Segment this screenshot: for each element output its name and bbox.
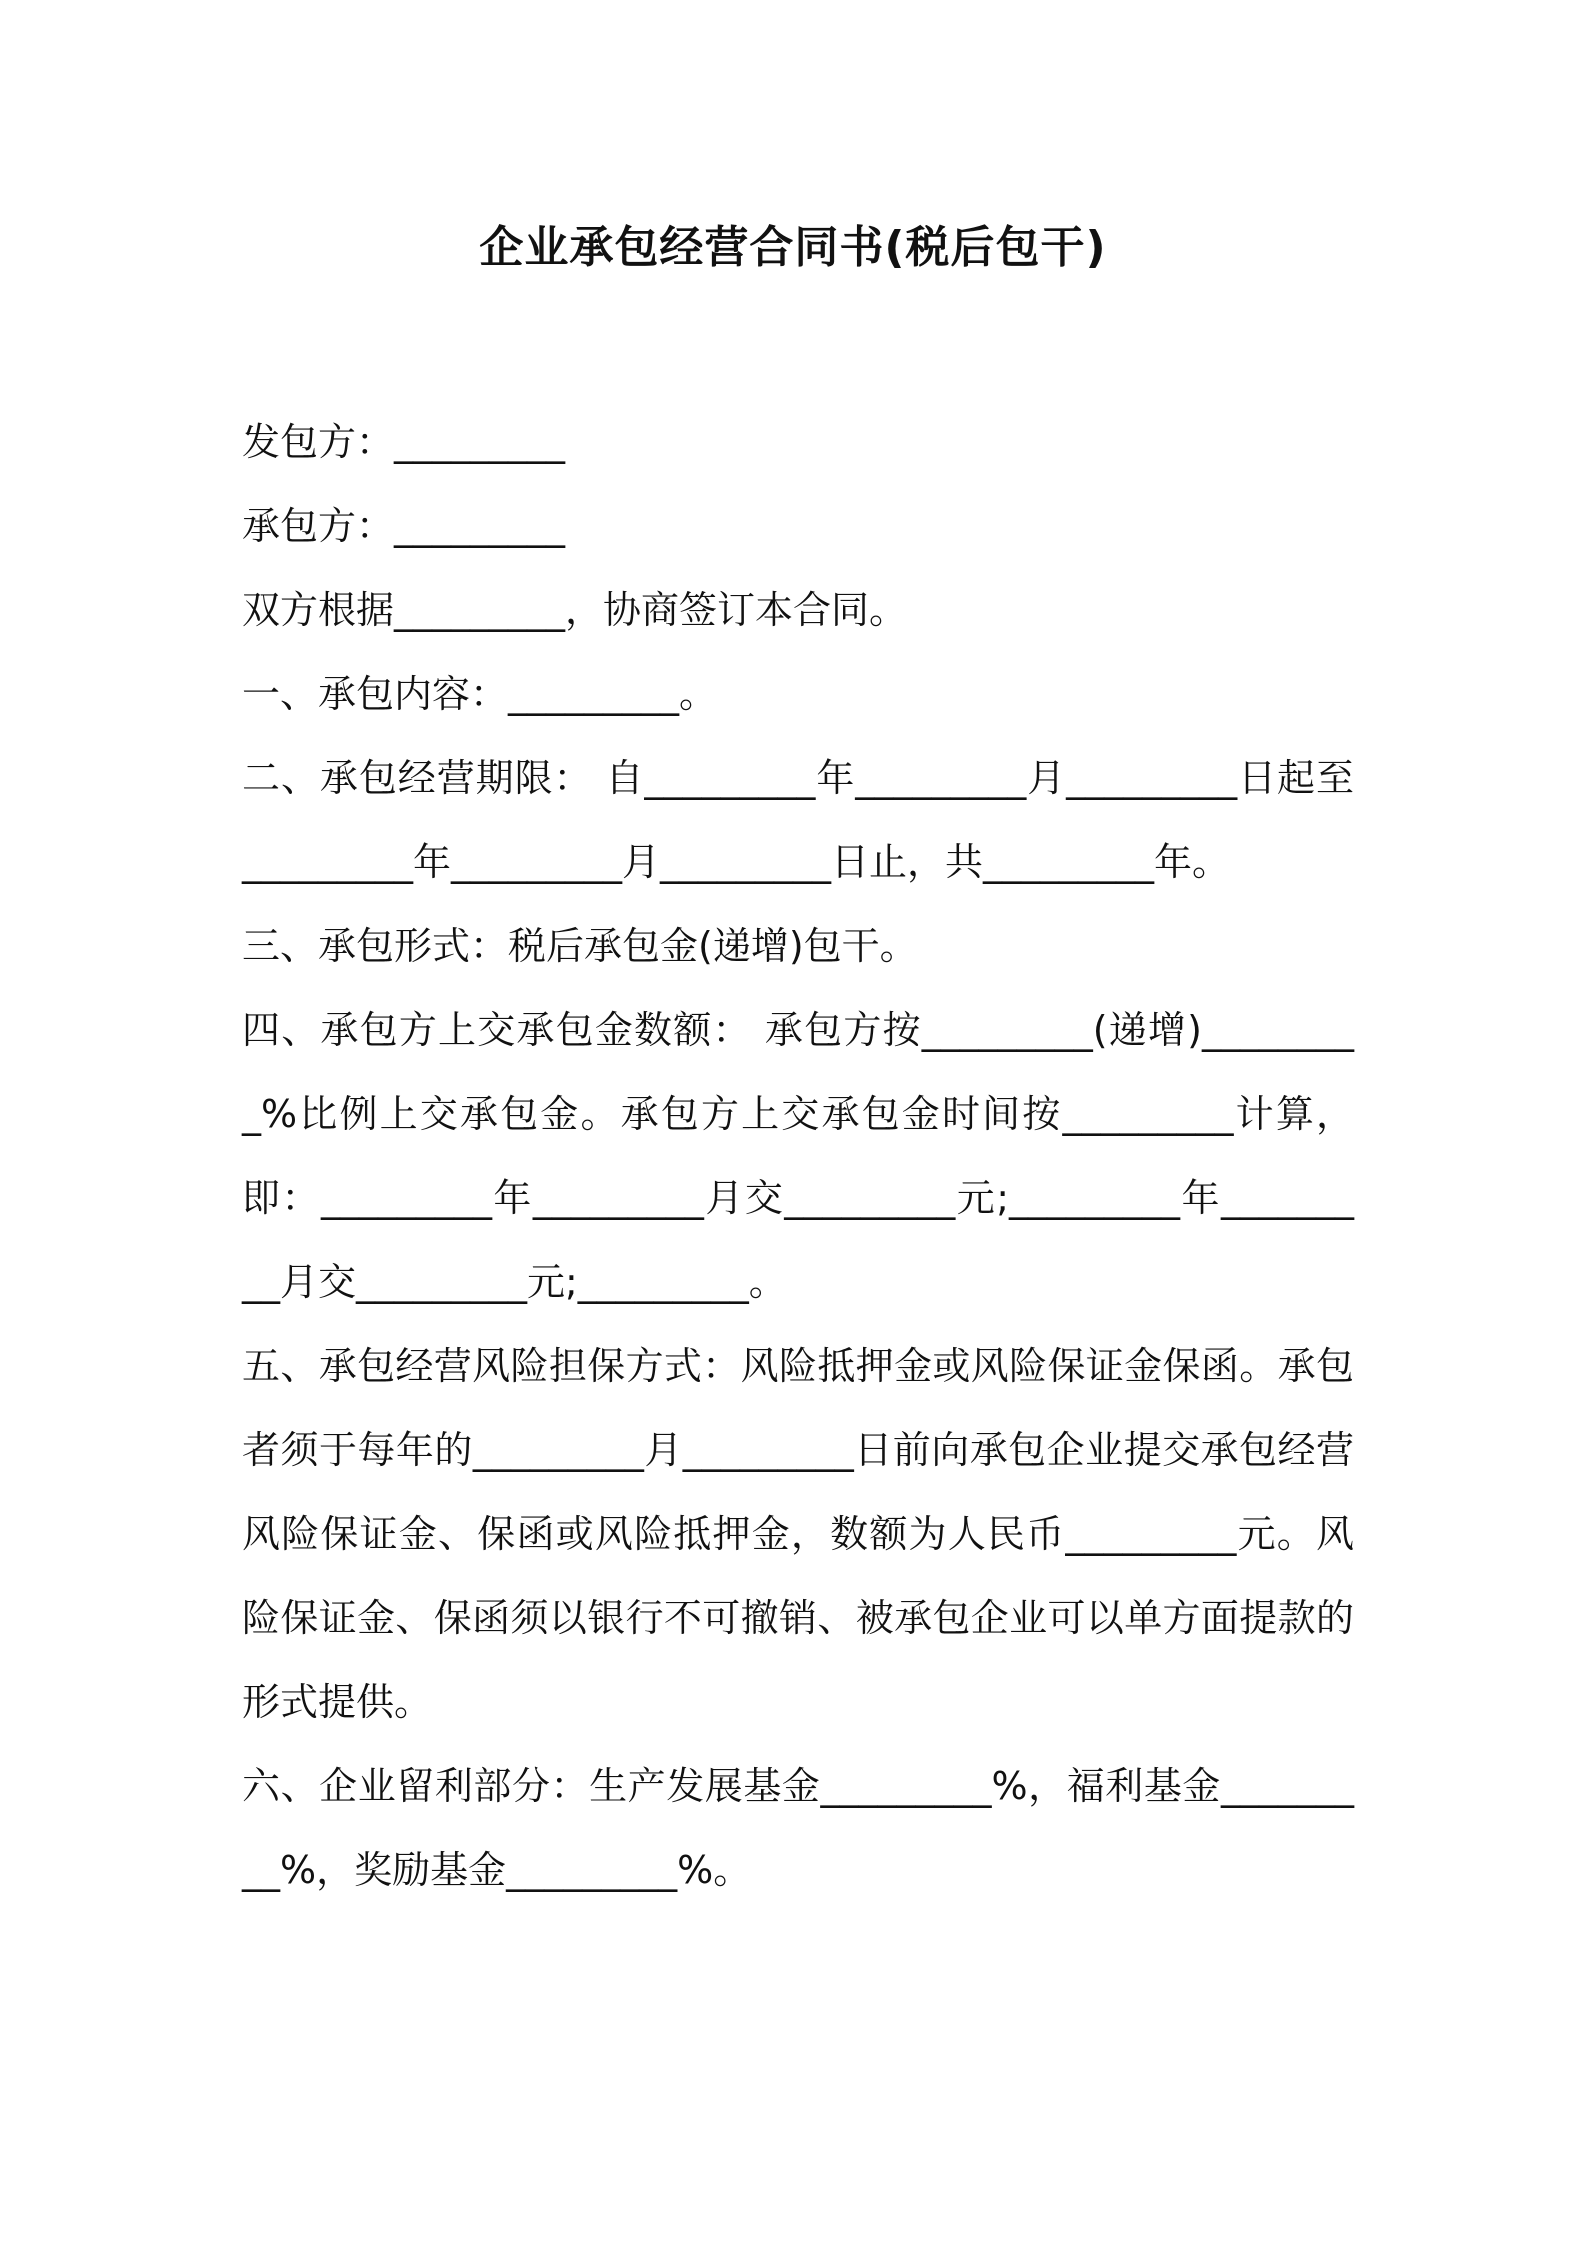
clause-1-content: 一、承包内容：_________。 — [242, 672, 718, 716]
document-body — [242, 400, 1354, 1912]
clause-5-guarantee: 五、承包经营风险担保方式：风险抵押金或风险保证金保函。承包者须于每年的_________月_________日前向承包企业提交承包经营风险保证金、保函或风险抵押金，数额为人民币_________元。风险保证金、保函须以银行不可撤销、被承包企业可以单方面提款的形式提供。 — [242, 1344, 1354, 1724]
paragraph-basis: 双方根据_________，协商签订本合同。 — [242, 588, 908, 632]
clause-2-term: 二、承包经营期限： 自_________年_________月_________日起至_________年_________月_________日止，共_________年。 — [242, 756, 1354, 884]
document-title: 企业承包经营合同书(税后包干) — [479, 222, 1107, 273]
paragraph-employer: 发包方：_________ — [242, 420, 566, 464]
clause-4-payment: 四、承包方上交承包金数额： 承包方按_________(递增)_________%比例上交承包金。承包方上交承包金时间按_________计算，即：_________年_________月交_________元;_________年_________月交_________元;_________。 — [242, 1008, 1354, 1304]
clause-3-form: 三、承包形式：税后承包金(递增)包干。 — [242, 924, 918, 968]
clause-6-retained-profit: 六、企业留利部分：生产发展基金_________%，福利基金_________%，奖励基金_________%。 — [242, 1764, 1354, 1892]
paragraph-contractor: 承包方：_________ — [242, 504, 566, 548]
